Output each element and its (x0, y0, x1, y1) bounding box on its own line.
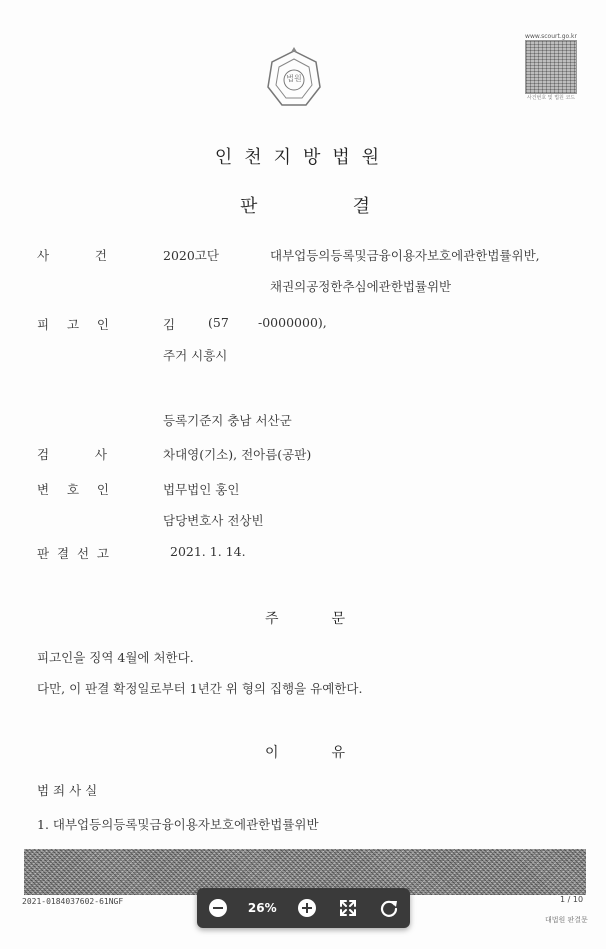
court-name: 인천지방법원 (214, 147, 392, 168)
defendant-address: 주거 시흥시 (163, 348, 228, 363)
seal-text: 법원 (286, 74, 302, 83)
defendant-registration: 등록기준지 충남 서산군 (163, 413, 292, 428)
verdict-date-label: 판 결 선 고 (37, 546, 109, 561)
case-number: 2020고단 (163, 248, 219, 263)
fit-screen-icon (338, 898, 358, 918)
plus-icon (297, 898, 317, 918)
case-name-line-2: 채권의공정한추심에관한법률위반 (270, 279, 452, 294)
order-suspension: 다만, 이 판결 확정일로부터 1년간 위 형의 집행을 유예한다. (37, 681, 363, 696)
crime-facts-heading: 범 죄 사 실 (37, 783, 98, 798)
prosecutor-names: 차대영(기소), 전아름(공판) (163, 447, 312, 462)
rotate-icon (379, 898, 399, 918)
zoom-in-button[interactable] (296, 897, 318, 919)
document-number: 2021-0184037602-61NGF (22, 897, 124, 906)
order-title: 주 문 (265, 611, 345, 627)
defendant-label: 피 고 인 (37, 317, 109, 332)
page-counter: 1 / 10 (560, 895, 584, 904)
document-type: 판 결 (240, 196, 370, 217)
rotate-button[interactable] (378, 897, 400, 919)
lawyer-firm: 법무법인 홍인 (163, 482, 240, 497)
viewer-toolbar (197, 888, 410, 928)
corner-label: 대법원 판결문 (545, 916, 588, 924)
verdict-date: 2021. 1. 14. (170, 544, 246, 559)
court-seal (262, 45, 326, 111)
fit-screen-button[interactable] (337, 897, 359, 919)
case-name-line-1: 대부업등의등록및금융이용자보호에관한법률위반, (270, 248, 540, 263)
defendant-id-suffix: -0000000), (258, 315, 327, 330)
zoom-level: 26% (247, 901, 277, 915)
qr-caption: www.scourt.go.kr (525, 33, 577, 40)
defendant-name: 김 (163, 317, 176, 332)
reason-title: 이 유 (265, 745, 345, 761)
reason-item-1: 1. 대부업등의등록및금융이용자보호에관한법률위반 (37, 817, 319, 832)
zoom-out-button[interactable] (207, 897, 229, 919)
minus-icon (208, 898, 228, 918)
case-label: 사 건 (37, 248, 107, 263)
lawyer-label: 변 호 인 (37, 482, 109, 497)
defendant-id-prefix: (57 (208, 315, 229, 330)
lawyer-attorney: 담당변호사 전상빈 (163, 513, 264, 528)
order-sentence: 피고인을 징역 4월에 처한다. (37, 650, 194, 665)
prosecutor-label: 검 사 (37, 447, 107, 462)
qr-note: 사건번호 및 법원 코드 (526, 95, 576, 101)
qr-code (525, 40, 577, 94)
